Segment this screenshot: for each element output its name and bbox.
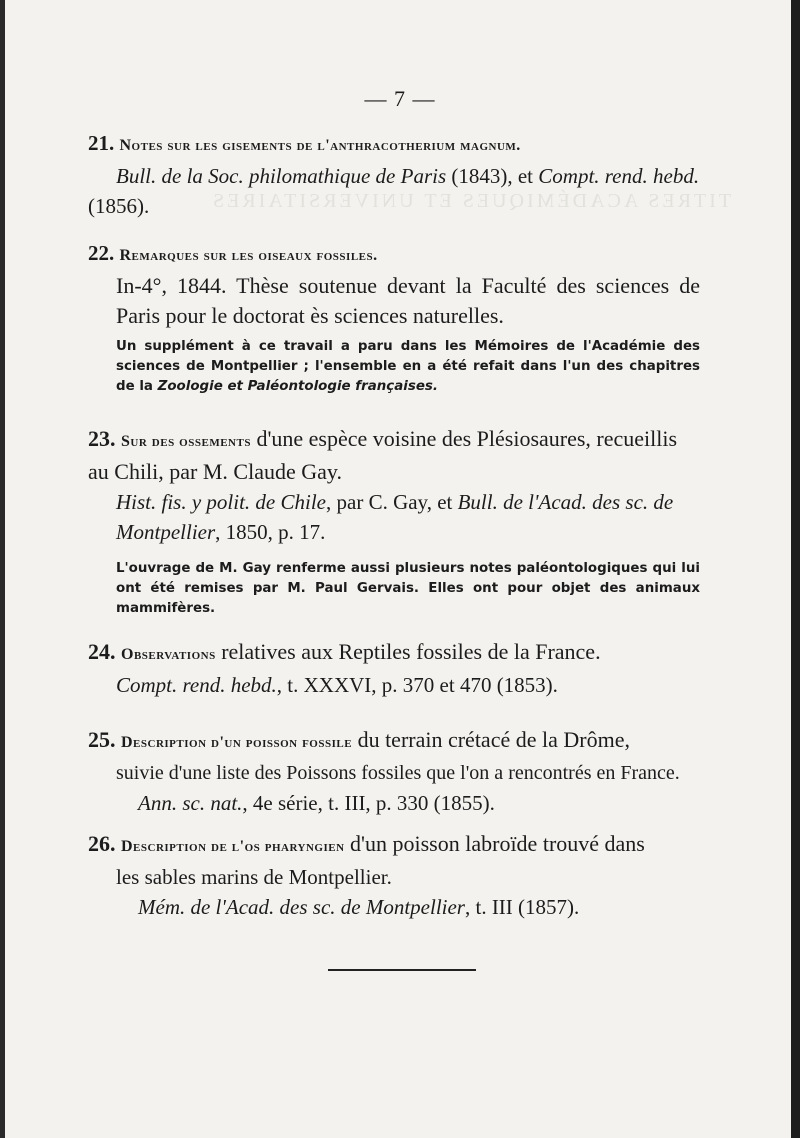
entry-number: 26. bbox=[88, 831, 116, 856]
entry-heading bbox=[88, 128, 700, 161]
entry-title: Remarques sur les oiseaux fossiles. bbox=[119, 247, 378, 264]
entry-title: du terrain crétacé de la Drôme, bbox=[352, 727, 630, 752]
entry-note: Un supplément à ce travail a paru dans les Mémoires de l'Académie des sciences de Montpellier ; l'ensemble en a été refait dans l'un des chapitres de la Zoologie et Paléontologie françaises. bbox=[116, 339, 700, 394]
entry-number: 23. bbox=[88, 426, 116, 451]
entry-note: L'ouvrage de M. Gay renferme aussi plusieurs notes paléontologiques qui lui ont été remises par M. Paul Gervais. Elles ont pour objet des animaux mammifères. bbox=[116, 561, 700, 616]
entry-title-smallcaps: Description d'un poisson fossile bbox=[121, 734, 353, 751]
entry-title: Notes sur les gisements de l'anthracotherium magnum. bbox=[119, 137, 521, 154]
page-number: — 7 — bbox=[364, 86, 436, 111]
entry-reference: Hist. fis. y polit. de Chile, par C. Gay, et Bull. de l'Acad. des sc. de Montpellier, 1850, p. 17. bbox=[116, 490, 674, 544]
entry-heading bbox=[88, 829, 700, 862]
entry-title-smallcaps: Description de l'os pharyngien bbox=[121, 838, 345, 855]
entry-title-smallcaps: Observations bbox=[121, 646, 216, 663]
entry-reference: Mém. de l'Acad. des sc. de Montpellier, t. III (1857). bbox=[138, 895, 580, 919]
bibliography-entry-25 bbox=[88, 725, 700, 818]
closing-rule bbox=[328, 969, 476, 971]
entry-heading bbox=[88, 238, 700, 271]
entry-heading bbox=[88, 637, 700, 670]
entry-body: In-4°, 1844. Thèse soutenue devant la Faculté des sciences de Paris pour le doctorat ès sciences naturelles. bbox=[116, 273, 700, 328]
entry-reference: Bull. de la Soc. philomathique de Paris (1843), et Compt. rend. hebd. bbox=[116, 164, 700, 188]
bibliography-entry-22 bbox=[88, 238, 700, 397]
entry-title-cont: suivie d'une liste des Poissons fossiles que l'on a rencontrés en France. bbox=[116, 762, 680, 784]
bibliography-entry-23 bbox=[88, 424, 700, 619]
entry-heading bbox=[88, 424, 700, 487]
entry-reference: Compt. rend. hebd., t. XXXVI, p. 370 et 470 (1853). bbox=[116, 673, 558, 697]
entry-number: 24. bbox=[88, 639, 116, 664]
bibliography-entry-26 bbox=[88, 829, 700, 922]
entry-reference: Ann. sc. nat., 4e série, t. III, p. 330 (1855). bbox=[138, 791, 495, 815]
entry-title: d'une espèce voisine des Plésiosaures, recueillis au Chili, par M. Claude Gay. bbox=[88, 426, 678, 484]
entry-title: d'un poisson labroïde trouvé dans bbox=[344, 831, 645, 856]
entry-reference-cont: (1856). bbox=[88, 194, 150, 218]
entry-number: 22. bbox=[88, 241, 115, 265]
scan-edge-right bbox=[791, 0, 800, 1138]
show-through-text: TITRES ACADÉMIQUES ET UNIVERSITAIRES bbox=[210, 190, 732, 212]
scan-edge-left bbox=[0, 0, 5, 1138]
entry-number: 25. bbox=[88, 727, 116, 752]
entry-title-smallcaps: Sur des ossements bbox=[121, 433, 251, 450]
entry-heading bbox=[88, 725, 700, 758]
entry-number: 21. bbox=[88, 131, 115, 155]
bibliography-entry-21 bbox=[88, 128, 700, 221]
entry-title-cont: les sables marins de Montpellier. bbox=[116, 865, 392, 889]
entry-title: relatives aux Reptiles fossiles de la France. bbox=[215, 639, 601, 664]
bibliography-entry-24 bbox=[88, 637, 700, 700]
